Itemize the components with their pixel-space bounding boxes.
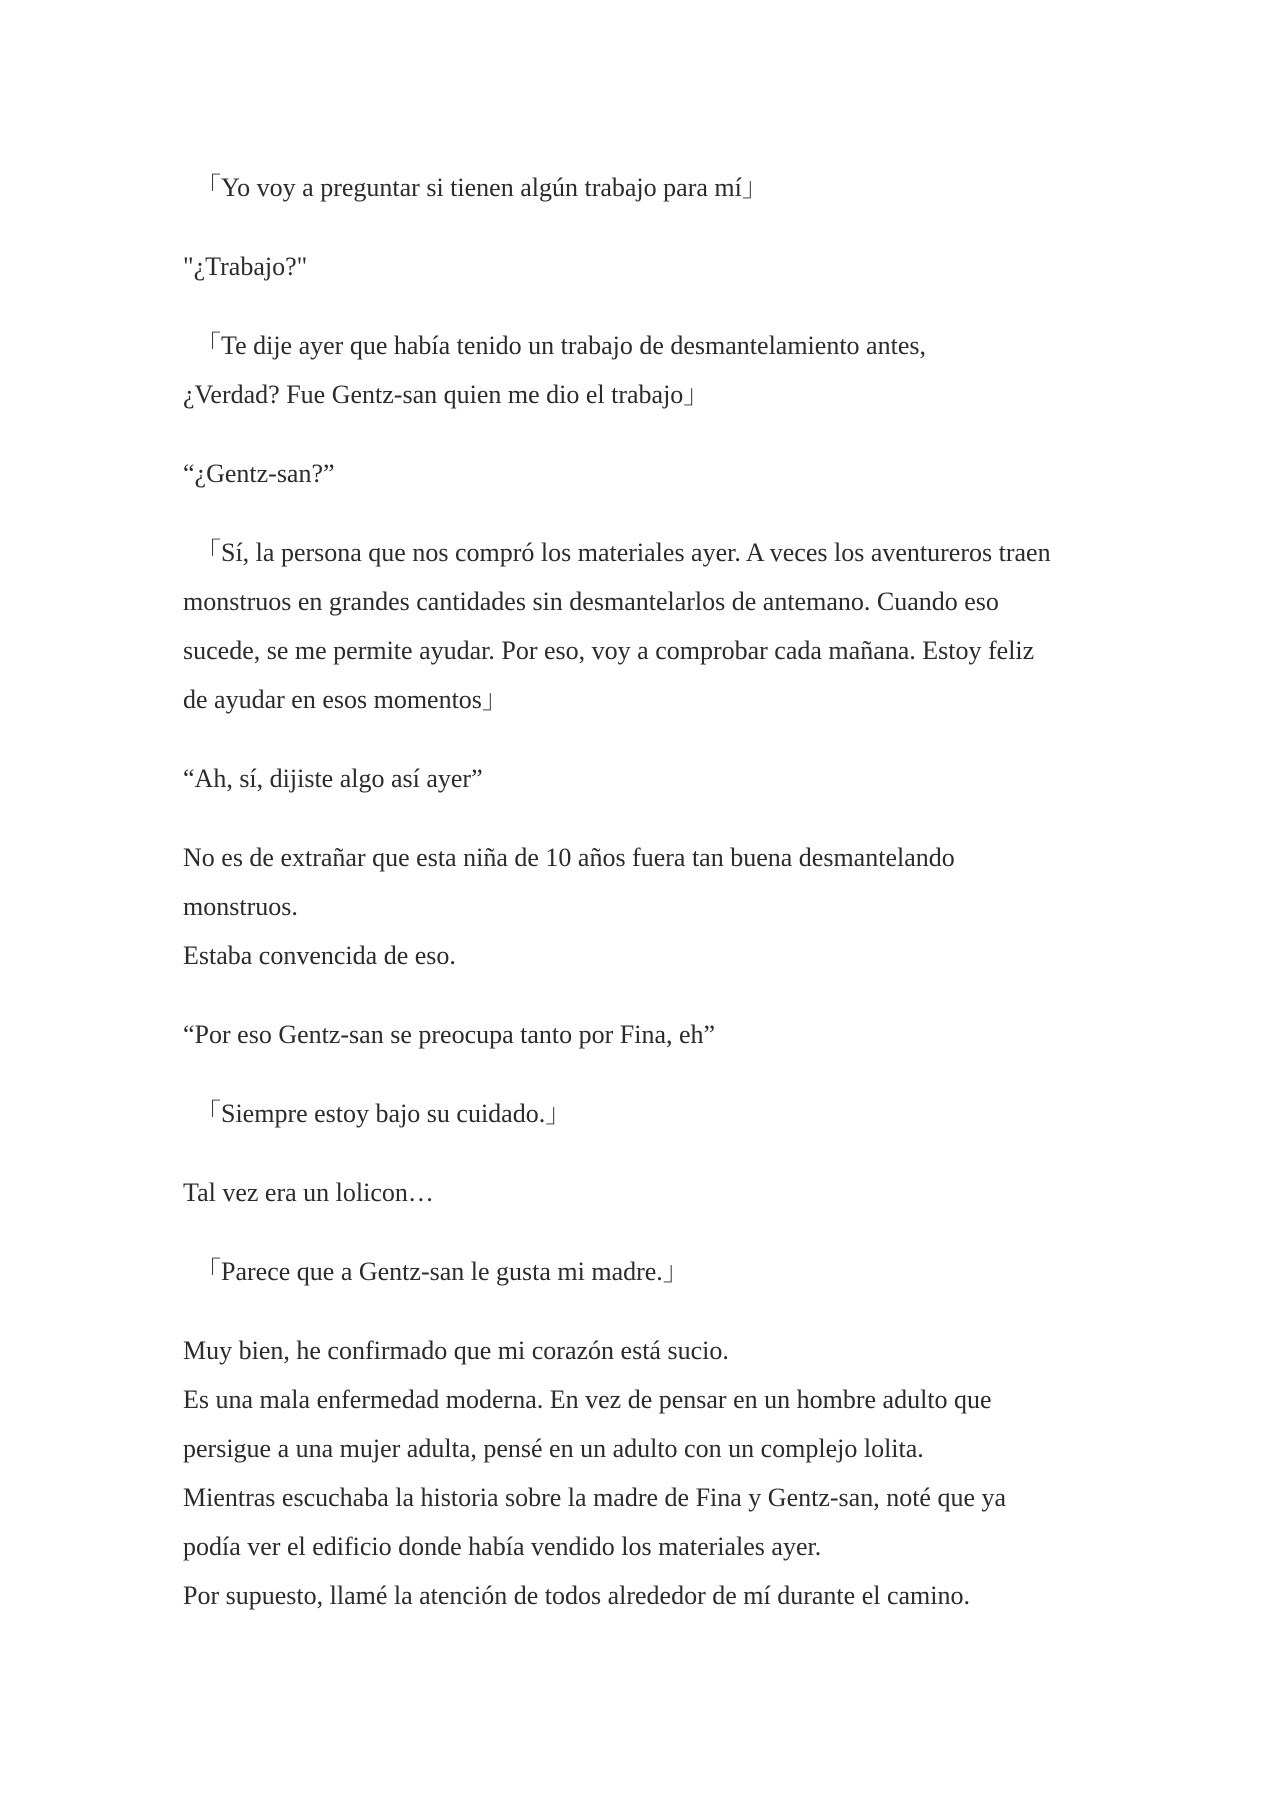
text-line: persigue a una mujer adulta, pensé en un adulto con un complejo lolita. (183, 1434, 924, 1463)
text-line: 「Parece que a Gentz-san le gusta mi madre.」 (195, 1257, 689, 1286)
narration-paragraph (183, 1168, 1113, 1217)
dialogue-paragraph (183, 1010, 1113, 1059)
document-body (183, 163, 1113, 1650)
text-line: “Ah, sí, dijiste algo así ayer” (183, 764, 483, 793)
text-line: “Por eso Gentz-san se preocupa tanto por Fina, eh” (183, 1020, 716, 1049)
text-line: No es de extrañar que esta niña de 10 años fuera tan buena desmantelando (183, 843, 955, 872)
dialogue-paragraph (183, 242, 1113, 291)
text-line: monstruos en grandes cantidades sin desmantelarlos de antemano. Cuando eso (183, 587, 999, 616)
text-line: 「Sí, la persona que nos compró los materiales ayer. A veces los aventureros traen (195, 538, 1051, 567)
dialogue-paragraph (183, 449, 1113, 498)
text-line: Tal vez era un lolicon… (183, 1178, 434, 1207)
text-line: 「Siempre estoy bajo su cuidado.」 (195, 1099, 572, 1128)
text-line: Por supuesto, llamé la atención de todos alrededor de mí durante el camino. (183, 1581, 970, 1610)
dialogue-paragraph (183, 163, 1113, 212)
text-line: Mientras escuchaba la historia sobre la madre de Fina y Gentz-san, noté que ya (183, 1483, 1007, 1512)
text-line: “¿Gentz-san?” (183, 459, 335, 488)
dialogue-paragraph (183, 1247, 1113, 1296)
text-line: 「Te dije ayer que había tenido un trabajo de desmantelamiento antes, (195, 331, 926, 360)
text-line: Muy bien, he confirmado que mi corazón está sucio. (183, 1336, 729, 1365)
text-line: ¿Verdad? Fue Gentz-san quien me dio el trabajo」 (183, 380, 710, 409)
text-line: monstruos. (183, 892, 298, 921)
dialogue-paragraph (183, 754, 1113, 803)
text-line: "¿Trabajo?" (183, 252, 308, 281)
text-line: sucede, se me permite ayudar. Por eso, voy a comprobar cada mañana. Estoy feliz (183, 636, 1035, 665)
text-line: 「Yo voy a preguntar si tienen algún trabajo para mí」 (195, 173, 768, 202)
text-line: de ayudar en esos momentos」 (183, 685, 508, 714)
dialogue-paragraph (183, 528, 1113, 724)
text-line: podía ver el edificio donde había vendido los materiales ayer. (183, 1532, 822, 1561)
narration-paragraph (183, 1326, 1113, 1620)
text-line: Estaba convencida de eso. (183, 941, 456, 970)
narration-paragraph (183, 833, 1113, 980)
dialogue-paragraph (183, 321, 1113, 419)
dialogue-paragraph (183, 1089, 1113, 1138)
text-line: Es una mala enfermedad moderna. En vez de pensar en un hombre adulto que (183, 1385, 992, 1414)
